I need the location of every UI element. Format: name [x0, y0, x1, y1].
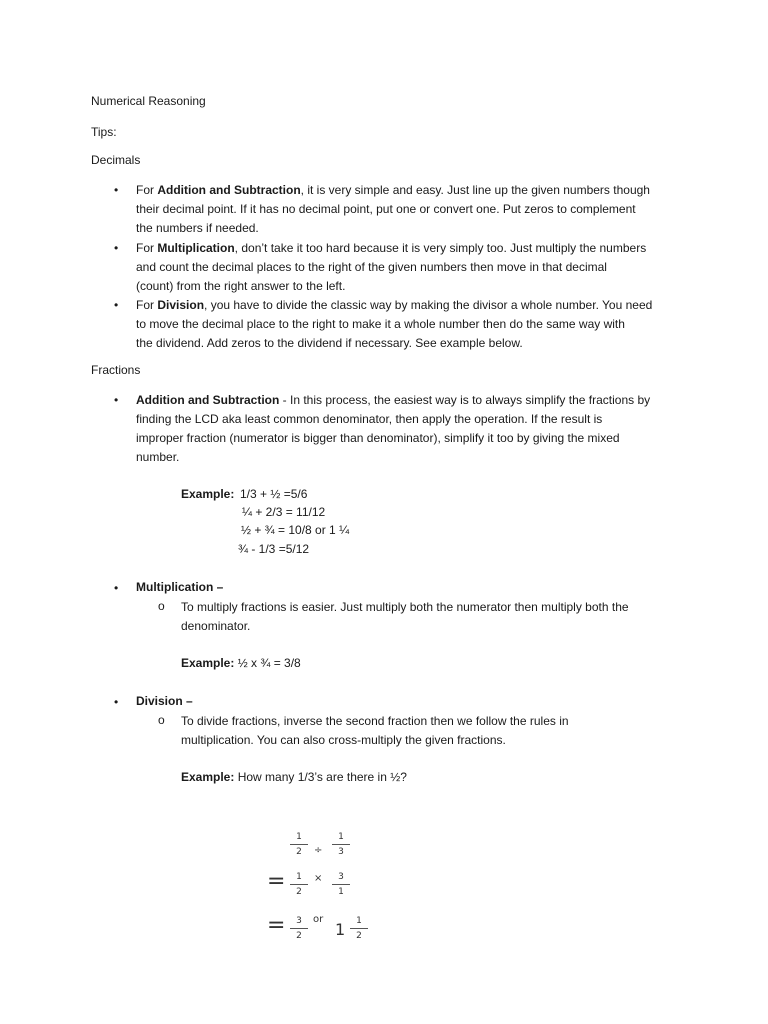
example-line: 1/3 + ½ =5/6 — [240, 487, 308, 501]
numerator: 1 — [296, 832, 302, 842]
bullet-glyph: • — [114, 695, 119, 709]
item-line: To multiply fractions is easier. Just multiply both the numerator then multiply both the — [181, 600, 629, 614]
multiplication-heading: Multiplication – — [136, 580, 224, 594]
fraction — [289, 832, 309, 857]
divide-symbol: ÷ — [314, 845, 323, 856]
fraction — [349, 916, 369, 941]
item-line: , you have to divide the classic way by making the divisor a whole number. You need — [204, 298, 653, 312]
sub-bullet-glyph: o — [158, 713, 165, 727]
multiply-symbol: × — [314, 873, 323, 884]
example-text: ½ x ¾ = 3/8 — [234, 656, 301, 670]
item-line: - In this process, the easiest way is to always simplify the fractions by — [279, 393, 651, 407]
example-label: Example: — [181, 656, 235, 670]
decimals-item-division — [136, 296, 696, 353]
item-bold-term: Addition and Subtraction — [136, 393, 280, 407]
item-line: (count) from the right answer to the left. — [136, 279, 346, 293]
item-line: improper fraction (numerator is bigger than denominator), simplify it too by giving the mixed — [136, 431, 620, 445]
item-line: To divide fractions, inverse the second fraction then we follow the rules in — [181, 714, 569, 728]
bullet-glyph: • — [114, 241, 119, 255]
division-text — [181, 712, 701, 750]
item-line: finding the LCD aka least common denominator, then apply the operation. If the result is — [136, 412, 603, 426]
numerator: 1 — [296, 872, 302, 882]
item-line: to move the decimal place to the right to make it a whole number then do the same way with — [136, 317, 625, 331]
fractions-item-addition — [136, 391, 696, 467]
denominator: 2 — [356, 931, 362, 941]
or-word: or — [313, 914, 324, 925]
item-prefix: For — [136, 298, 158, 312]
item-line: denominator. — [181, 619, 251, 633]
example-label: Example: — [181, 487, 235, 501]
example-label: Example: — [181, 770, 235, 784]
fraction — [331, 872, 351, 897]
fraction-bar — [290, 844, 308, 845]
multiplication-text — [181, 598, 701, 636]
item-line: , don’t take it too hard because it is very simply too. Just multiply the numbers — [234, 241, 647, 255]
item-bold-term: Division — [157, 298, 205, 312]
fraction-bar — [350, 928, 368, 929]
example-line: ¼ + 2/3 = 11/12 — [242, 505, 326, 519]
example-line: ¾ - 1/3 =5/12 — [238, 542, 310, 556]
numerator: 3 — [338, 872, 344, 882]
decimals-item-multiplication — [136, 239, 696, 296]
fractions-heading: Fractions — [91, 363, 141, 377]
equals-symbol: = — [267, 869, 286, 894]
fraction-bar — [332, 844, 350, 845]
fraction — [289, 872, 309, 897]
tips-label: Tips: — [91, 125, 117, 139]
denominator: 3 — [338, 847, 344, 857]
item-line: and count the decimal places to the right of the given numbers then move in that decimal — [136, 260, 607, 274]
fraction — [289, 916, 309, 941]
division-heading: Division – — [136, 694, 193, 708]
item-prefix: For — [136, 241, 158, 255]
denominator: 2 — [296, 847, 302, 857]
whole-number: 1 — [335, 920, 346, 939]
bullet-glyph: • — [114, 298, 119, 312]
bullet-glyph: • — [114, 183, 119, 197]
denominator: 2 — [296, 887, 302, 897]
multiplication-example — [181, 656, 301, 670]
item-line: multiplication. You can also cross-multiply the given fractions. — [181, 733, 506, 747]
item-line: their decimal point. If it has no decimal point, put one or convert one. Put zeros to complement — [136, 202, 636, 216]
item-line: , it is very simple and easy. Just line up the given numbers though — [300, 183, 650, 197]
bullet-glyph: • — [114, 581, 119, 595]
item-line: the dividend. Add zeros to the dividend if necessary. See example below. — [136, 336, 523, 350]
fraction — [331, 832, 351, 857]
item-line: the numbers if needed. — [136, 221, 259, 235]
decimals-heading: Decimals — [91, 153, 141, 167]
bullet-glyph: • — [114, 393, 119, 407]
example-line: ½ + ¾ = 10/8 or 1 ¼ — [241, 523, 350, 537]
numerator: 3 — [296, 916, 302, 926]
item-bold-term: Multiplication — [157, 241, 235, 255]
denominator: 1 — [338, 887, 344, 897]
division-example — [181, 770, 407, 784]
sub-bullet-glyph: o — [158, 599, 165, 613]
item-bold-term: Addition and Subtraction — [157, 183, 301, 197]
equals-symbol: = — [267, 913, 286, 938]
fraction-bar — [290, 928, 308, 929]
decimals-item-addition — [136, 181, 696, 238]
fraction-bar — [290, 884, 308, 885]
document-title: Numerical Reasoning — [91, 94, 206, 108]
example-text: How many 1/3’s are there in ½? — [234, 770, 407, 784]
fraction-bar — [332, 884, 350, 885]
denominator: 2 — [296, 931, 302, 941]
item-line: number. — [136, 450, 180, 464]
numerator: 1 — [338, 832, 344, 842]
numerator: 1 — [356, 916, 362, 926]
item-prefix: For — [136, 183, 158, 197]
